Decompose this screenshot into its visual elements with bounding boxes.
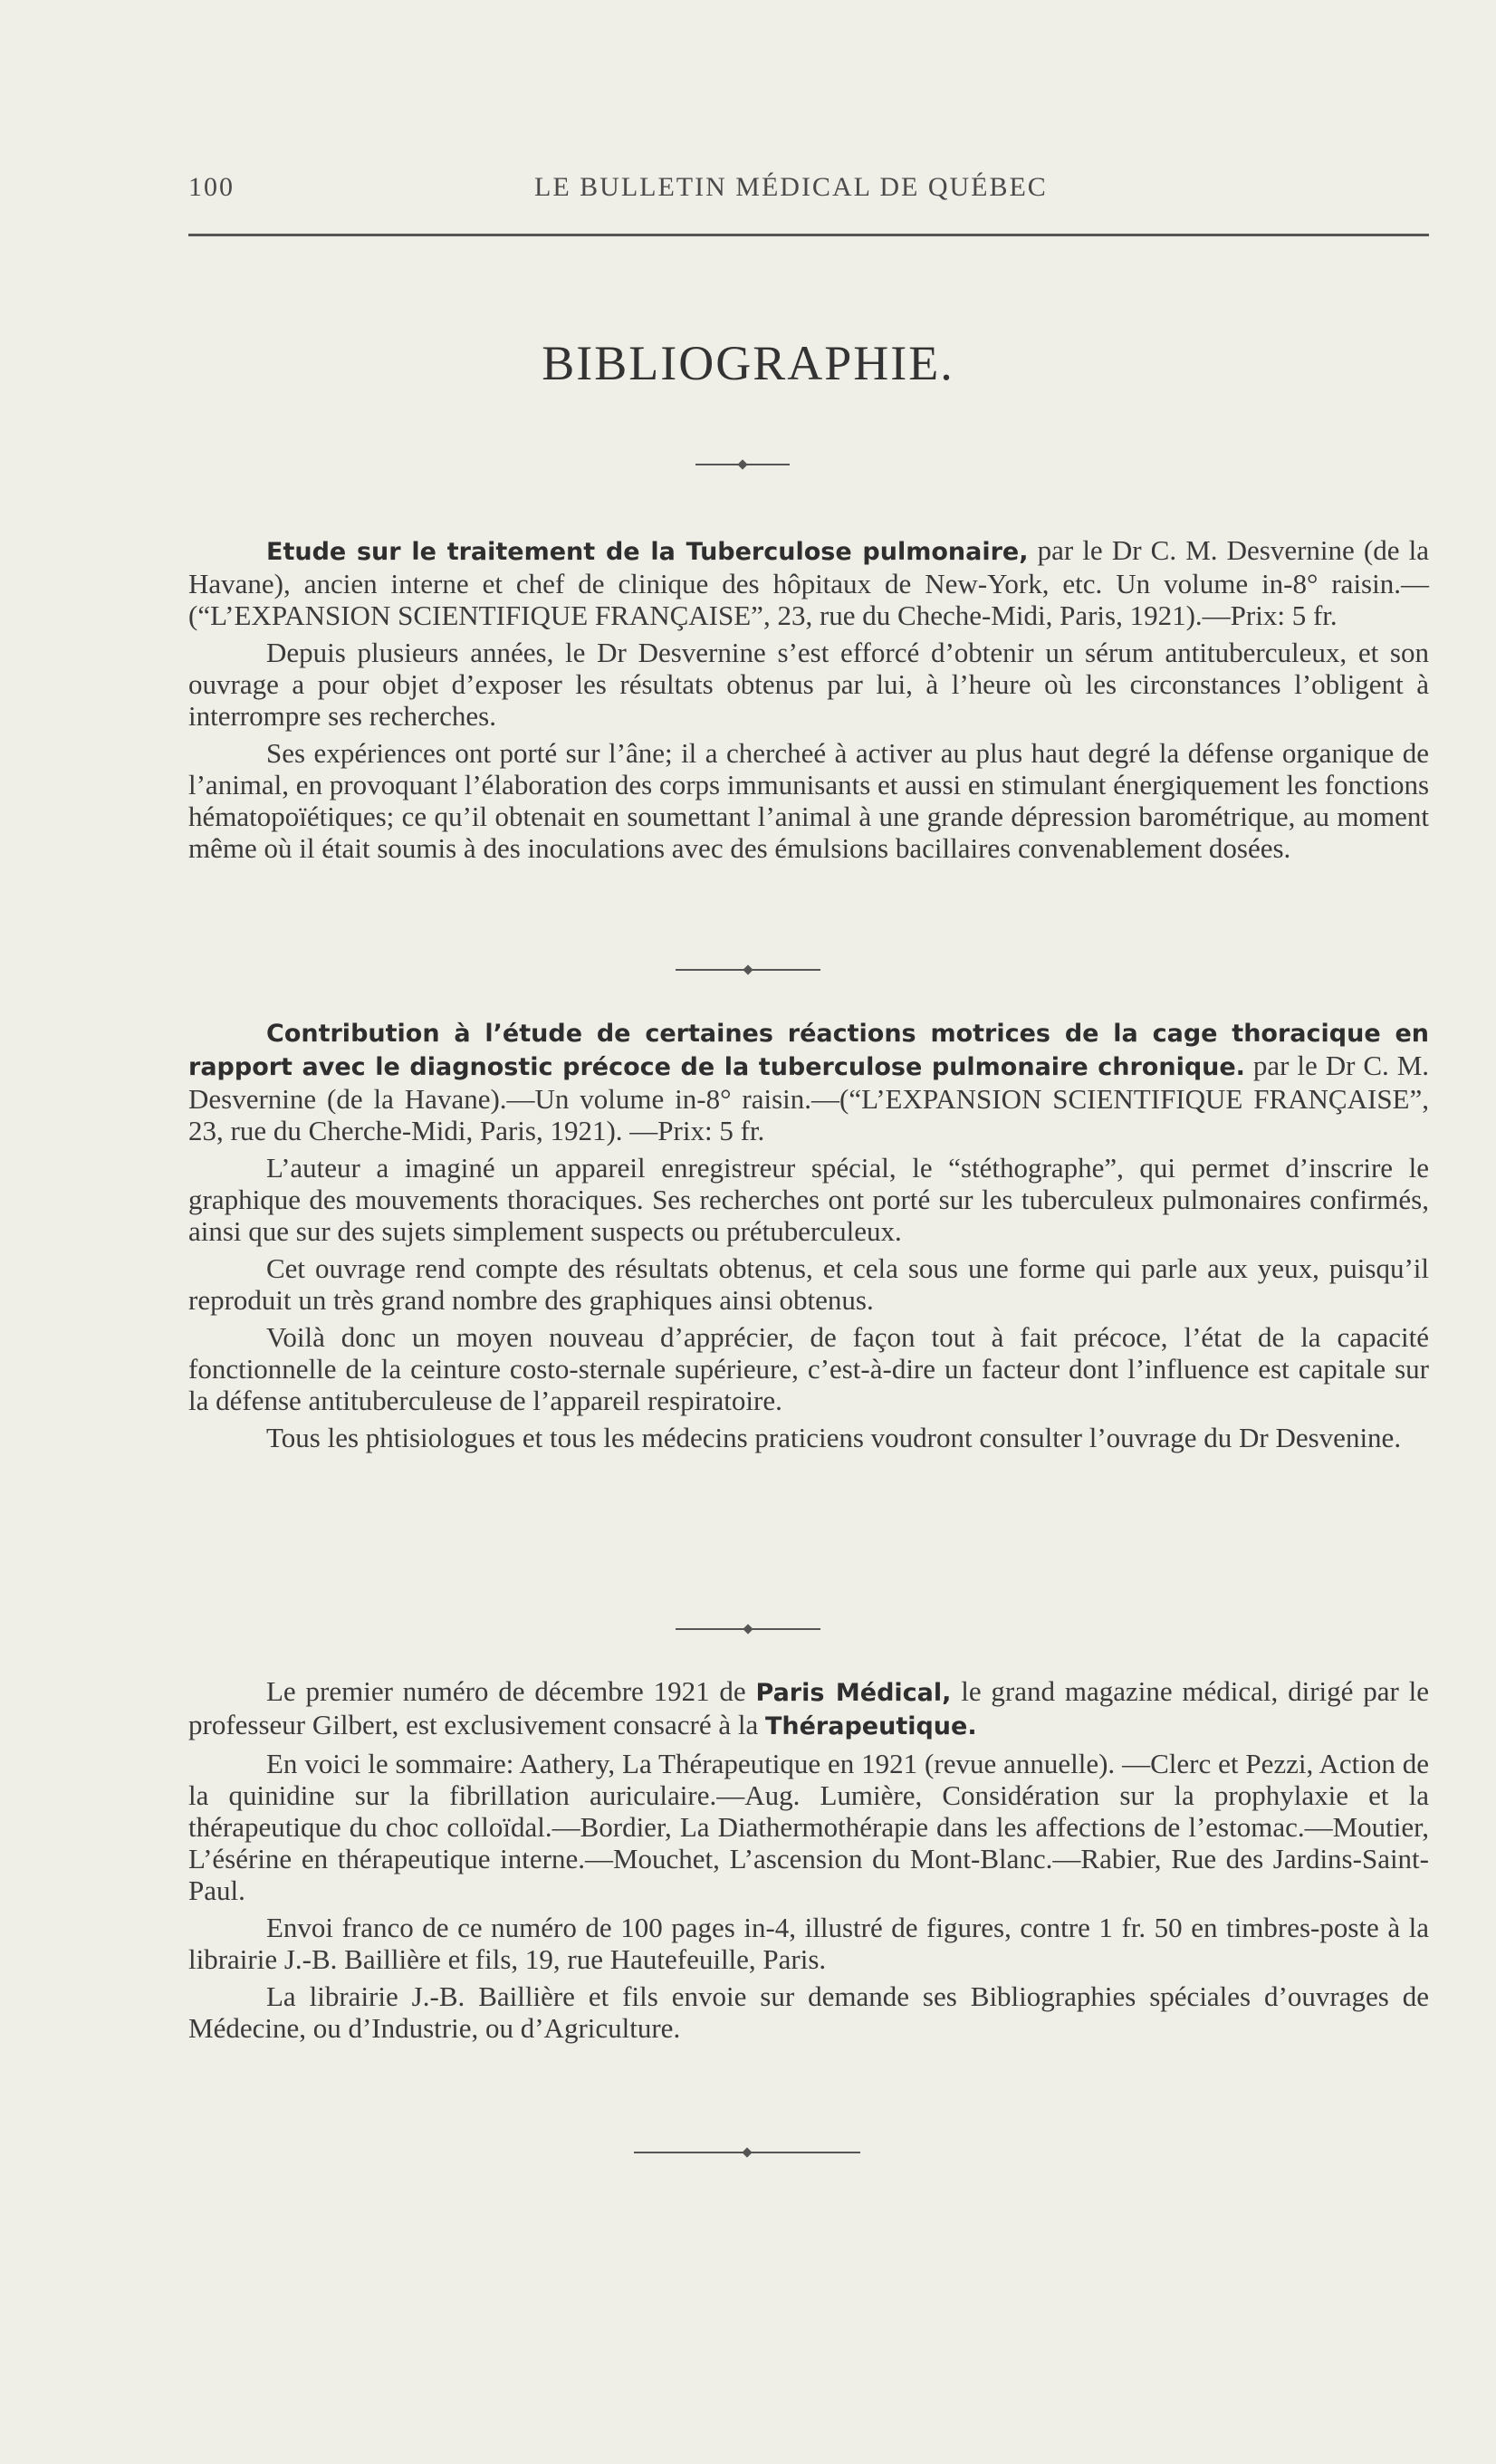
end-divider [634,2152,860,2153]
entry-heading [188,1016,1429,1146]
topic-name: Thérapeutique. [764,1712,977,1740]
journal-title: LE BULLETIN MÉDICAL DE QUÉBEC [534,172,1048,202]
paragraph: Envoi franco de ce numéro de 100 pages in-4, illustré de figures, contre 1 fr. 50 en timbres-poste à la librairie J.-B. Baillière et fils, 19, rue Hautefeuille, Paris. [188,1912,1429,1975]
paragraph: L’auteur a imaginé un appareil enregistreur spécial, le “stéthographe”, qui permet d’inscrire le graphique des mouvements thoraciques. Ses recherches ont porté sur les tuberculeux pulmonaires confirmés, ainsi que sur des sujets simplement suspects ou prétuberculeux. [188,1152,1429,1247]
entry-heading [188,534,1429,631]
section-title: BIBLIOGRAPHIE. [542,336,954,390]
entry-title: Contribution à l’étude de certaines réactions motrices de la cage thoracique en rapport avec le diagnostic précoce de la tuberculose pulmonaire chronique. [188,1020,1429,1081]
entry-citation: par le Dr C. M. Desvernine (de la Havane), ancien interne et chef de clinique des hôpitaux de New-York, etc. Un volume in-8° raisin.—(“L’EXPANSION SCIENTIFIQUE FRANÇAISE”, 23, rue du Cheche-Midi, Paris, 1921).—Prix: 5 fr. [188,534,1429,631]
paragraph: Cet ouvrage rend compte des résultats obtenus, et cela sous une forme qui parle aux yeux, puisqu’il reproduit un très grand nombre des graphiques ainsi obtenus. [188,1252,1429,1316]
paragraph: Ses expériences ont porté sur l’âne; il a chercheé à activer au plus haut degré la défense organique de l’animal, en provoquant l’élaboration des corps immunisants et aussi en stimulant énergiquement les fonctions hématopoïétiques; ce qu’il obtenait en soumettant l’animal à une grande dépression barométrique, au moment même où il était soumis à des inoculations avec des émulsions bacillaires convenablement dosées. [188,737,1430,864]
paragraph: En voici le sommaire: Aathery, La Thérapeutique en 1921 (revue annuelle). —Clerc et Pezzi, Action de la quinidine sur la fibrillation auriculaire.—Aug. Lumière, Considération sur la prophylaxie et la thérapeutique du choc colloïdal.—Bordier, La Diathermothérapie dans les affections de l’estomac.—Moutier, L’ésérine en thérapeutique interne.—Mouchet, L’ascension du Mont-Blanc.—Rabier, Rue des Jardins-Saint-Paul. [188,1748,1429,1906]
entry-lead: Le premier numéro de décembre 1921 de [266,1675,756,1707]
journal-name: Paris Médical, [755,1679,952,1707]
divider [676,969,820,971]
paragraph: Tous les phtisiologues et tous les médecins praticiens voudront consulter l’ouvrage du Dr Desvenine. [266,1422,1402,1453]
paragraph: Depuis plusieurs années, le Dr Desvernine s’est efforcé d’obtenir un sérum antituberculeux, et son ouvrage a pour objet d’exposer les résultats obtenus par lui, à l’heure où les circonstances l’obligent à interrompre ses recherches. [188,637,1429,732]
entry-cage-thoracique [188,1016,1429,1459]
entry-tuberculose-pulmonaire [188,534,1429,869]
entry-heading [188,1675,1429,1742]
entry-paris-medical [188,1675,1429,2049]
paragraph: La librairie J.-B. Baillière et fils envoie sur demande ses Bibliographies spéciales d’ouvrages de Médecine, ou d’Industrie, ou d’Agriculture. [188,1980,1429,2044]
entry-title: Etude sur le traitement de la Tuberculose pulmonaire, [266,538,1029,566]
paragraph: Voilà donc un moyen nouveau d’apprécier, de façon tout à fait précoce, l’état de la capacité fonctionnelle de la ceinture costo-sternale supérieure, c’est-à-dire un facteur dont l’influence est capitale sur la défense antituberculeuse de l’appareil respiratoire. [188,1321,1429,1416]
ornament-divider [695,464,790,465]
header-rule [188,234,1429,236]
entry-citation: par le Dr C. M. Desvernine (de la Havane).—Un volume in-8° raisin.—(“L’EXPANSION SCIENTIFIQUE FRANÇAISE”, 23, rue du Cherche-Midi, Paris, 1921). —Prix: 5 fr. [188,1050,1430,1146]
page-number: 100 [188,172,235,202]
divider [676,1628,820,1630]
entry-text: le grand magazine médical, dirigé par le professeur Gilbert, est exclusivement consacré à la [188,1675,1429,1740]
